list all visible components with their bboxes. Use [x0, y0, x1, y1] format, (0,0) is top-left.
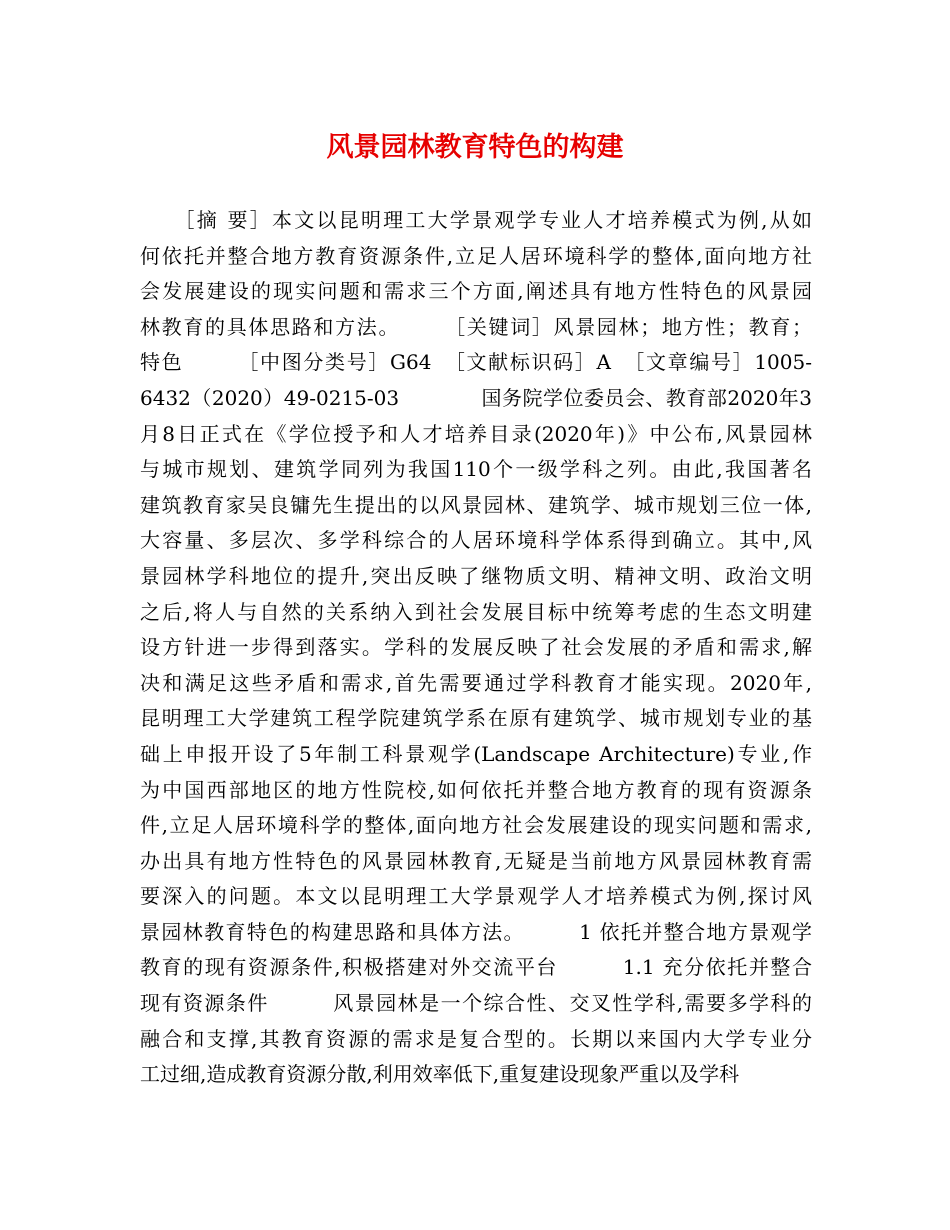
body-line: 之后,将人与自然的关系纳入到社会发展目标中统筹考虑的生态文明建: [140, 599, 812, 624]
body-line: 月8日正式在《学位授予和人才培养目录(2020年)》中公布,风景园林: [140, 421, 812, 446]
body-line: 建筑教育家吴良镛先生提出的以风景园林、建筑学、城市规划三位一体,: [140, 492, 812, 517]
body-line: 件,立足人居环境科学的整体,面向地方社会发展建设的现实问题和需求,: [140, 813, 812, 838]
body-line: 何依托并整合地方教育资源条件,立足人居环境科学的整体,面向地方社: [140, 243, 812, 268]
body-line: 教育的现有资源条件,积极搭建对外交流平台 1.1 充分依托并整合: [140, 955, 812, 980]
body-line: ［摘 要］本文以昆明理工大学景观学专业人才培养模式为例,从如: [140, 208, 812, 232]
body-line: 昆明理工大学建筑工程学院建筑学系在原有建筑学、城市规划专业的基: [140, 706, 812, 731]
body-line: 工过细,造成教育资源分散,利用效率低下,重复建设现象严重以及学科: [140, 1062, 740, 1087]
body-line: 林教育的具体思路和方法。 ［关键词］风景园林；地方性；教育；: [140, 314, 812, 339]
body-line: 景园林教育特色的构建思路和具体方法。 1 依托并整合地方景观学: [140, 919, 812, 944]
body-line: 融合和支撑,其教育资源的需求是复合型的。长期以来国内大学专业分: [140, 1026, 812, 1051]
body-line: 与城市规划、建筑学同列为我国110个一级学科之列。由此,我国著名: [140, 457, 812, 482]
body-line: 设方针进一步得到落实。学科的发展反映了社会发展的矛盾和需求,解: [140, 635, 812, 660]
body-line: 为中国西部地区的地方性院校,如何依托并整合地方教育的现有资源条: [140, 777, 812, 802]
body-line: 6432（2020）49-0215-03 国务院学位委员会、教育部2020年3: [140, 385, 812, 410]
document-body: [140, 203, 812, 1093]
body-line: 础上申报开设了5年制工科景观学(Landscape Architecture)专业,作: [140, 741, 812, 766]
body-line: 大容量、多层次、多学科综合的人居环境科学体系得到确立。其中,风: [140, 528, 812, 553]
body-line: 现有资源条件 风景园林是一个综合性、交叉性学科,需要多学科的: [140, 991, 812, 1016]
body-line: 特色 ［中图分类号］G64 ［文献标识码］A ［文章编号］1005-: [140, 350, 812, 375]
body-line: 要深入的问题。本文以昆明理工大学景观学人才培养模式为例,探讨风: [140, 884, 812, 909]
body-line: 决和满足这些矛盾和需求,首先需要通过学科教育才能实现。2020年,: [140, 670, 812, 695]
body-line: 办出具有地方性特色的风景园林教育,无疑是当前地方风景园林教育需: [140, 848, 812, 873]
body-line: 景园林学科地位的提升,突出反映了继物质文明、精神文明、政治文明: [140, 563, 812, 588]
document-title: 风景园林教育特色的构建: [326, 132, 624, 163]
body-line: 会发展建设的现实问题和需求三个方面,阐述具有地方性特色的风景园: [140, 279, 812, 304]
